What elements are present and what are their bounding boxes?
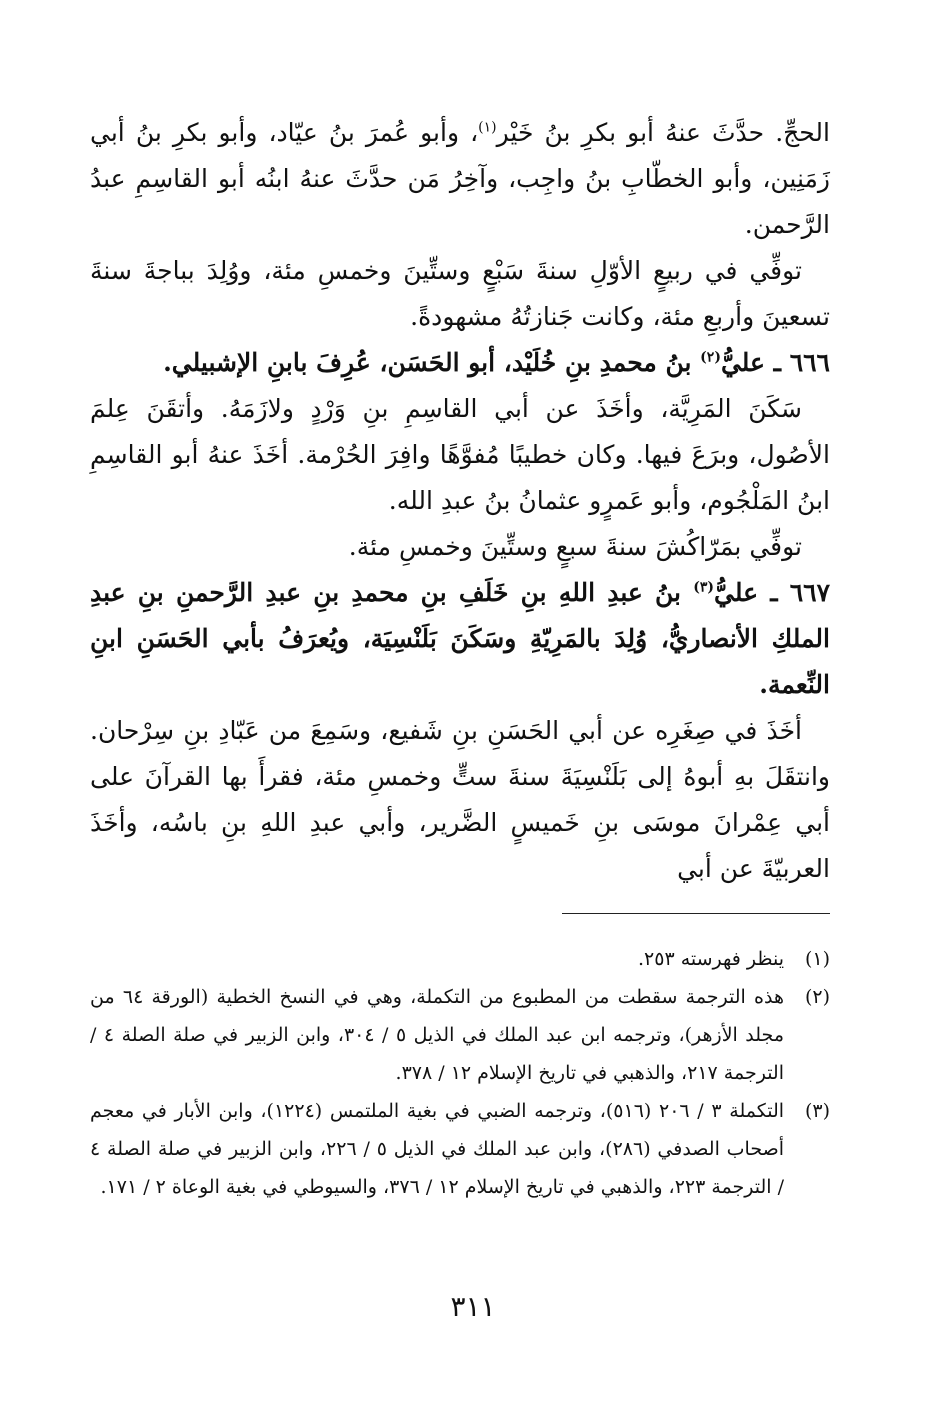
footnote-ref-1[interactable]: (١) (478, 119, 497, 136)
paragraph-3: سَكَنَ المَرِيَّة، وأخَذَ عن أبي القاسِمِ بنِ وَرْدٍ ولازَمَهُ. وأتقَنَ عِلمَ الأصُول، وبرَعَ فيها. وكان خطيبًا مُفوَّهًا وافِرَ الحُرْمة. أخَذَ عنهُ أبو القاسِمِ ابنُ المَلْجُوم، وأبو عَمرٍو عثمانُ بنُ عبدِ الله. (90, 394, 830, 515)
page-body (90, 110, 831, 1198)
entry-666-name-cont: بنُ محمدِ بنِ خُلَيْد، أبو الحَسَن، عُرِفَ بابنِ الإشبيلي. (163, 348, 701, 377)
paragraph-1-text-cont: ، وأبو عُمرَ بنُ عيّاد، وأبو بكرِ بنُ أبي زَمَنِين، وأبو الخطّابِ بنُ واجِب، وآخِرُ مَن حدَّثَ عنهُ ابنُه أبو القاسِمِ عبدُ الرَّحمن. (90, 118, 830, 239)
footnote-2 (90, 978, 830, 1092)
footnotes (90, 940, 830, 1206)
entry-666-heading (90, 340, 830, 386)
footnote-text: التكملة ٣ / ٢٠٦ (٥١٦)، وترجمه الضبي في بغية الملتمس (١٢٢٤)، وابن الأبار في معجم أصحاب الصدفي (٢٨٦)، وابن عبد الملك في الذيل ٥ / ٢٢٦، وابن الزبير في صلة الصلة ٤ / الترجمة ٢٢٣، والذهبي في تاريخ الإسلام ١٢ / ٣٧٦، والسيوطي في بغية الوعاة ٢ / ١٧١. (90, 1100, 785, 1198)
footnote-3 (90, 1092, 830, 1206)
paragraph-4: توفِّي بمَرّاكُشَ سنةَ سبعٍ وستِّينَ وخمسِ مئة. (348, 532, 802, 561)
footnote-text: هذه الترجمة سقطت من المطبوع من التكملة، وهي في النسخ الخطية (الورقة ٦٤ من مجلد الأزهر)، وترجمه ابن عبد الملك في الذيل ٥ / ٣٠٤، وابن الزبير في صلة الصلة ٤ / الترجمة ٢١٧، والذهبي في تاريخ الإسلام ١٢ / ٣٧٨. (90, 986, 784, 1084)
entry-667-name-cont: بنُ عبدِ اللهِ بنِ خَلَفِ بنِ محمدِ بنِ عبدِ الرَّحمنِ بنِ عبدِ الملكِ الأنصاريُّ، وُلِدَ بالمَرِيّةِ وسَكَنَ بَلَنْسِيَة، ويُعرَفُ بأبي الحَسَنِ ابنِ النِّعمة. (90, 578, 830, 699)
entry-667-name: ٦٦٧ ـ عليُّ (713, 578, 831, 607)
main-text (90, 110, 830, 892)
footnote-ref-2[interactable]: (٢) (700, 349, 721, 366)
footnote-ref-3[interactable]: (٣) (693, 579, 714, 596)
paragraph-1-text: الحجِّ. حدَّثَ عنهُ أبو بكرِ بنُ خَيْر (496, 118, 830, 147)
footnote-number: (١) (804, 948, 830, 970)
entry-666-name: ٦٦٦ ـ عليُّ (720, 348, 830, 377)
footnote-text: ينظر فهرسته ٢٥٣. (637, 948, 784, 970)
footnote-divider (562, 913, 830, 914)
paragraph-5: أخَذَ في صِغَرِه عن أبي الحَسَنِ بنِ شَفيع، وسَمِعَ من عَبّادِ بنِ سِرْحان. وانتقَلَ بهِ أبوهُ إلى بَلَنْسِيَةَ سنةَ ستٍّ وخمسِ مئة، فقرأَ بها القرآنَ على أبي عِمْرانَ موسَى بنِ خَميسٍ الضَّرير، وأبي عبدِ اللهِ بنِ باسُه، وأخَذَ العربيّةَ عن أبي (90, 716, 830, 883)
page-number: ٣١١ (450, 1290, 496, 1323)
footnote-number: (٢) (804, 986, 830, 1008)
entry-667-heading (90, 570, 830, 708)
paragraph-2: توفِّي في ربيعٍ الأوّلِ سنةَ سَبْعٍ وستِّينَ وخمسِ مئة، ووُلِدَ بباجةَ سنةَ تسعينَ وأربعِ مئة، وكانت جَنازتُهُ مشهودةً. (90, 256, 830, 331)
footnote-1 (90, 940, 830, 978)
footnote-number: (٣) (804, 1100, 830, 1122)
paragraph-1 (90, 110, 830, 248)
